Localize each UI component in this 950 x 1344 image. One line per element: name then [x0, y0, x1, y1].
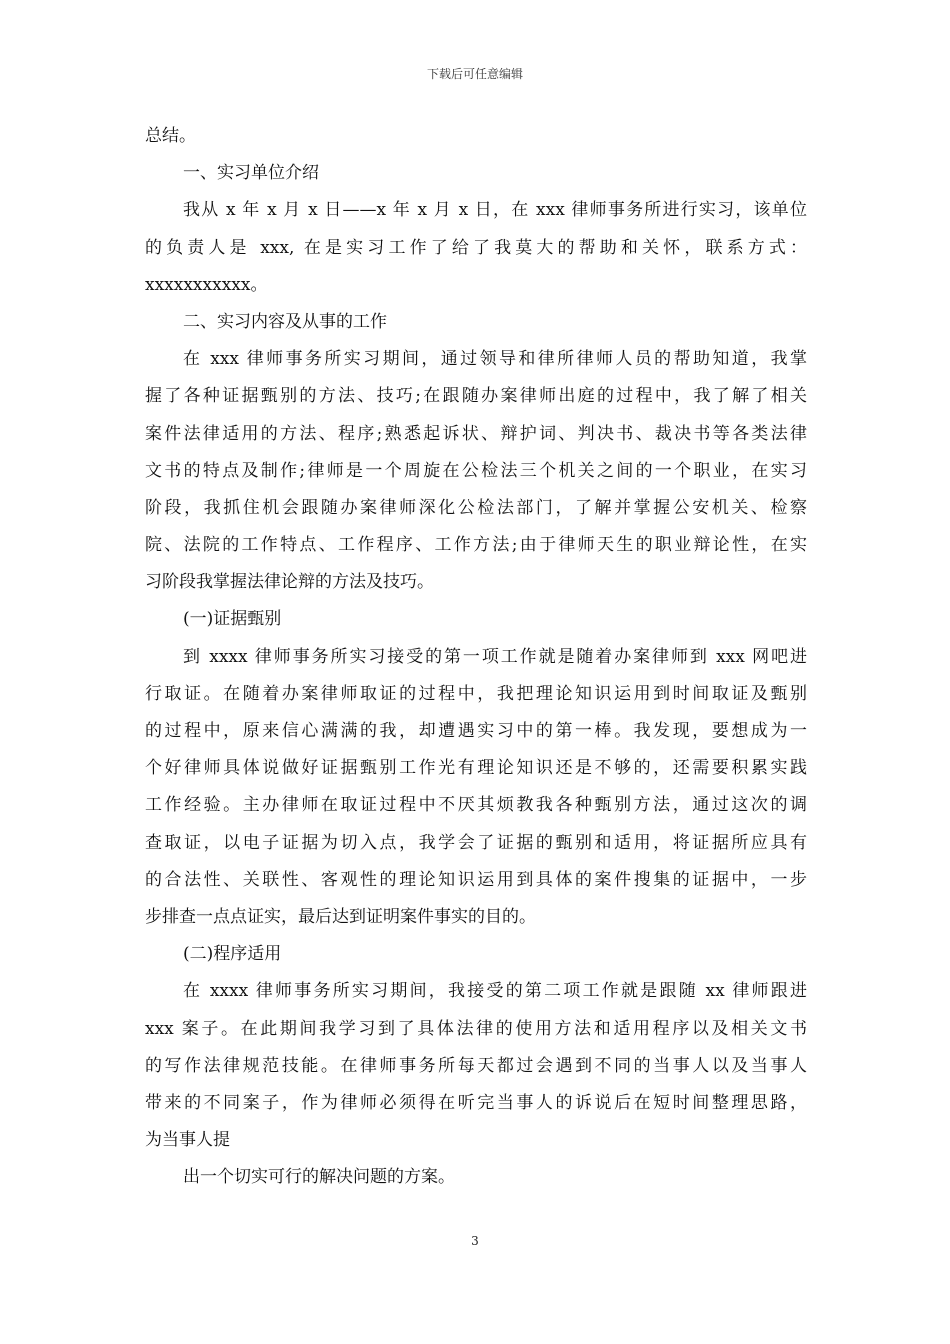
section-heading: 二、实习内容及从事的工作: [183, 311, 387, 332]
paragraph-line: 案件法律适用的方法、程序;熟悉起诉状、辩护词、判决书、裁决书等各类法律: [145, 423, 807, 444]
paragraph-line: 个好律师具体说做好证据甄别工作光有理论知识还是不够的，还需要积累实践: [145, 758, 807, 779]
paragraph-line: 出一个切实可行的解决问题的方案。: [183, 1167, 455, 1188]
paragraph-line: 工作经验。主办律师在取证过程中不厌其烦教我各种甄别方法，通过这次的调: [145, 795, 807, 816]
paragraph-line: 院、法院的工作特点、工作程序、工作方法;由于律师天生的职业辩论性，在实: [145, 535, 807, 556]
paragraph-line: 文书的特点及制作;律师是一个周旋在公检法三个机关之间的一个职业，在实习: [145, 460, 807, 481]
subsection-heading: (二)程序适用: [183, 944, 282, 965]
paragraph-line: 的合法性、关联性、客观性的理论知识运用到具体的案件搜集的证据中，一步: [145, 869, 807, 890]
paragraph-line: 习阶段我掌握法律论辩的方法及技巧。: [145, 572, 434, 593]
paragraph-line: 我从 x 年 x 月 x 日——x 年 x 月 x 日，在 xxx 律师事务所进行实习，该单位: [183, 200, 807, 221]
page-header: 下载后可任意编辑: [426, 67, 523, 81]
paragraph-line: 步排查一点点证实，最后达到证明案件事实的目的。: [145, 906, 536, 927]
paragraph-line: 带来的不同案子，作为律师必须得在听完当事人的诉说后在短时间整理思路，: [145, 1092, 807, 1113]
paragraph-line: 总结。: [145, 126, 196, 146]
page-number: 3: [471, 1234, 479, 1248]
paragraph-line: 到 xxxx 律师事务所实习接受的第一项工作就是随着办案律师到 xxx 网吧进: [183, 646, 807, 667]
paragraph-line: 的过程中，原来信心满满的我，却遭遇实习中的第一棒。我发现，要想成为一: [145, 721, 807, 741]
paragraph-line: 在 xxx 律师事务所实习期间，通过领导和律所律师人员的帮助知道，我掌: [183, 349, 807, 370]
paragraph-line: 行取证。在随着办案律师取证的过程中，我把理论知识运用到时间取证及甄别: [145, 683, 807, 704]
subsection-heading: (一)证据甄别: [183, 609, 282, 630]
paragraph-line: 为当事人提: [145, 1130, 230, 1151]
paragraph-line: 的写作法律规范技能。在律师事务所每天都过会遇到不同的当事人以及当事人: [145, 1055, 807, 1076]
paragraph-line: 在 xxxx 律师事务所实习期间，我接受的第二项工作就是跟随 xx 律师跟进: [183, 981, 807, 1002]
paragraph-line: 阶段，我抓住机会跟随办案律师深化公检法部门，了解并掌握公安机关、检察: [145, 497, 807, 518]
paragraph-line: 的负责人是 xxx, 在是实习工作了给了我莫大的帮助和关怀，联系方式：: [145, 237, 807, 258]
document-body: [145, 118, 807, 1196]
paragraph-line: xxxxxxxxxxx。: [145, 274, 268, 295]
paragraph-line: 握了各种证据甄别的方法、技巧;在跟随办案律师出庭的过程中，我了解了相关: [145, 386, 807, 407]
paragraph-line: 查取证，以电子证据为切入点，我学会了证据的甄别和适用，将证据所应具有: [145, 832, 807, 853]
section-heading: 一、实习单位介绍: [183, 163, 319, 184]
paragraph-line: xxx 案子。在此期间我学习到了具体法律的使用方法和适用程序以及相关文书: [145, 1018, 807, 1039]
